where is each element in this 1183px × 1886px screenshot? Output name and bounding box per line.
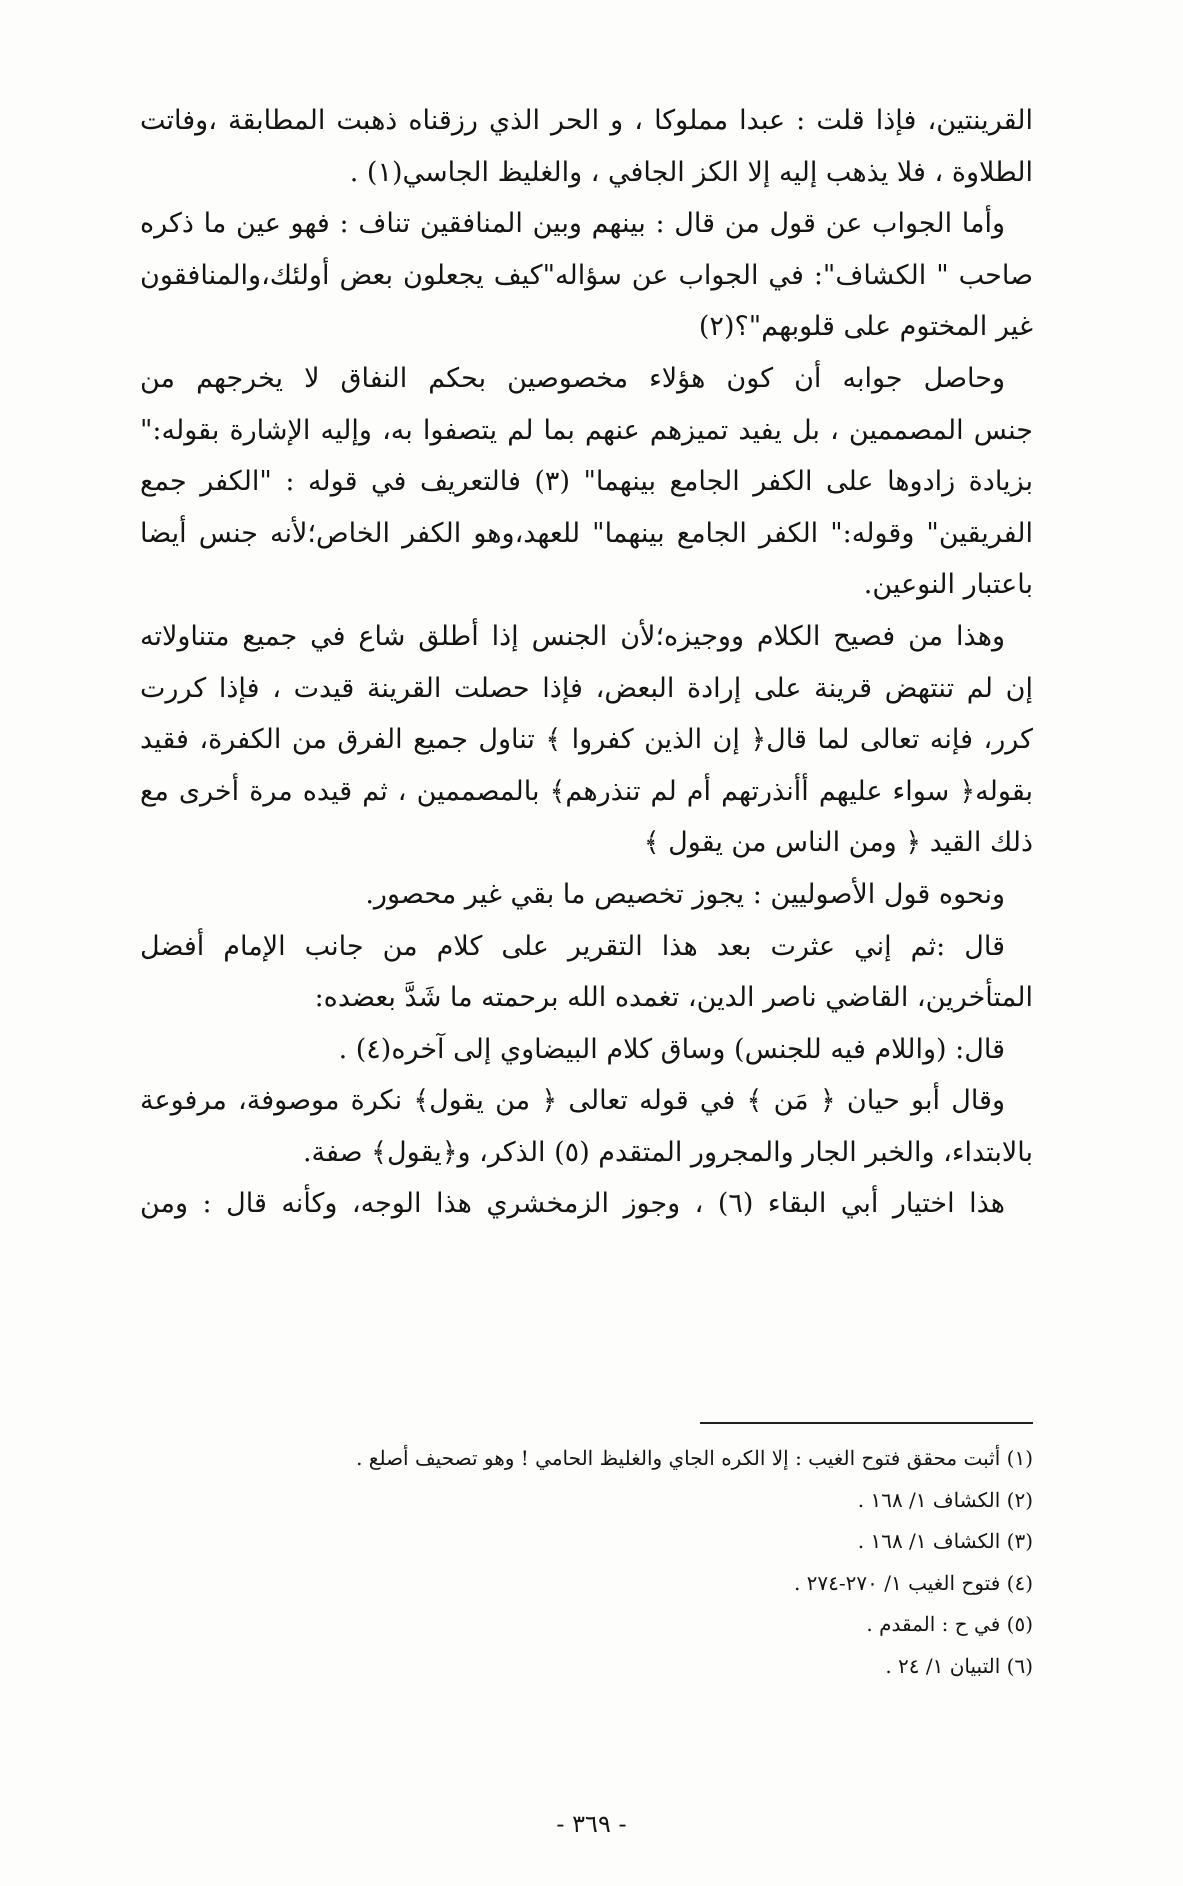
body-line: هذا اختيار أبي البقاء (٦) ، وجوز الزمخشري هذا الوجه، وكأنه قال : ومن xyxy=(140,1188,1005,1220)
body-line: الطلاوة ، فلا يذهب إليه إلا الكز الجافي ، والغليظ الجاسي(١) . xyxy=(349,156,1033,188)
footnotes xyxy=(140,1438,1033,1687)
body-line: إن لم تنتهض قرينة على إرادة البعض، فإذا حصلت القرينة قيدت ، فإذا كررت xyxy=(140,672,1033,704)
body-line: غير المختوم على قلوبهم"؟(٢) xyxy=(698,311,1033,343)
footnote-divider xyxy=(700,1422,1033,1424)
footnote: (١) أثبت محقق فتوح الغيب : إلا الكره الجاي والغليظ الحامي ! وهو تصحيف أصلع . xyxy=(356,1446,1033,1470)
body-text xyxy=(140,95,1033,1230)
body-line: جنس المصممين ، بل يفيد تميزهم عنهم بما لم يتصفوا به، وإليه الإشارة بقوله:" xyxy=(140,414,1033,446)
body-line: باعتبار النوعين. xyxy=(863,569,1033,601)
body-line: وأما الجواب عن قول من قال : بينهم وبين المنافقين تناف : فهو عين ما ذكره xyxy=(140,208,1005,240)
body-line: القرينتين، فإذا قلت : عبدا مملوكا ، و الحر الذي رزقناه ذهبت المطابقة ،وفاتت xyxy=(140,105,1033,136)
body-line: ونحوه قول الأصوليين : يجوز تخصيص ما بقي غير محصور. xyxy=(365,878,1005,910)
body-line: الفريقين" وقوله:" الكفر الجامع بينهما" للعهد،وهو الكفر الخاص؛لأنه جنس أيضا xyxy=(140,517,1033,549)
body-line: بقوله﴿ سواء عليهم أأنذرتهم أم لم تنذرهم﴾ بالمصممين ، ثم قيده مرة أخرى مع xyxy=(140,775,1033,807)
footnote: (٥) في ح : المقدم . xyxy=(866,1612,1033,1636)
body-line: بالابتداء، والخبر الجار والمجرور المتقدم (٥) الذكر، و﴿يقول﴾ صفة. xyxy=(302,1136,1033,1168)
body-line: كرر، فإنه تعالى لما قال﴿ إن الذين كفروا ﴾ تناول جميع الفرق من الكفرة، فقيد xyxy=(140,724,1033,756)
body-line: وقال أبو حيان ﴿ مَن ﴾ في قوله تعالى ﴿ من يقول﴾ نكرة موصوفة، مرفوعة xyxy=(140,1085,1005,1117)
page-number: - ٣٦٩ - xyxy=(556,1810,627,1838)
footnote: (٣) الكشاف ١/ ١٦٨ . xyxy=(857,1529,1033,1553)
body-line: وهذا من فصيح الكلام ووجيزه؛لأن الجنس إذا أطلق شاع في جميع متناولاته xyxy=(140,620,1005,652)
body-line: قال :ثم إني عثرت بعد هذا التقرير على كلام من جانب الإمام أفضل xyxy=(140,930,1005,962)
body-line: صاحب " الكشاف": في الجواب عن سؤاله"كيف يجعلون بعض أولئك،والمنافقون xyxy=(140,259,1033,291)
body-line: بزيادة زادوها على الكفر الجامع بينهما" (٣) فالتعريف في قوله : "الكفر جمع xyxy=(140,466,1033,498)
body-line: قال: (واللام فيه للجنس) وساق كلام البيضاوي إلى آخره(٤) . xyxy=(338,1033,1005,1065)
body-line: ذلك القيد ﴿ ومن الناس من يقول ﴾ xyxy=(643,827,1033,859)
footnote: (٢) الكشاف ١/ ١٦٨ . xyxy=(857,1487,1033,1512)
body-line: المتأخرين، القاضي ناصر الدين، تغمده الله برحمته ما شَدَّ بعضده: xyxy=(314,982,1033,1014)
footnote: (٦) التبيان ١/ ٢٤ . xyxy=(885,1653,1033,1678)
footnote: (٤) فتوح الغيب ١/ ٢٧٠-٢٧٤ . xyxy=(793,1570,1033,1595)
body-line: وحاصل جوابه أن كون هؤلاء مخصوصين بحكم النفاق لا يخرجهم من xyxy=(140,362,1005,394)
